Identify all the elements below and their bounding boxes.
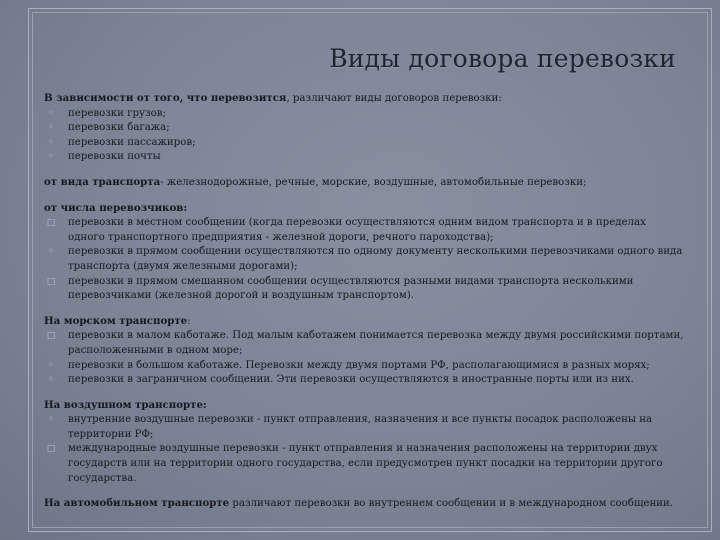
bullet-icon: ◦ [48,107,54,119]
bullet-icon: □ [46,276,56,287]
section-road-transport [44,496,684,512]
section-tail-text: , различают виды договоров перевозки: [286,93,502,104]
bullet-icon: ◦ [48,414,54,426]
bullet-icon: □ [46,218,56,229]
section-head-text: На автомобильном транспорте [44,497,230,510]
list-item [44,329,684,358]
list-item-text: перевозки пассажиров; [68,136,196,148]
section-tail-text: различают перевозки во внутреннем сообщении и в международном сообщении. [229,498,674,510]
section-tail-text: : [187,315,191,327]
list-item-text: перевозки в местном сообщении (когда перевозки осуществляются одним видом транспорта и в пределах одного транспортного предприятия - железной дороги, речного пароходства); [68,217,646,243]
list-item-text: внутренние воздушные перевозки - пункт отправления, назначения и все пункты посадок расположены на территории РФ; [68,414,653,440]
list-item [44,275,684,304]
bullet-list [44,413,684,486]
list-item [44,136,684,151]
bullet-icon: □ [46,331,56,342]
section-heading [44,201,684,217]
section-cargo-types [44,91,684,165]
section-heading [44,496,684,512]
list-item-text: перевозки в большом каботаже. Перевозки между двумя портами РФ, располагающимися в разных морях; [68,359,650,371]
section-heading [44,398,684,414]
section-heading [44,175,684,191]
bullet-icon: ◦ [48,122,54,134]
bullet-icon: ◦ [48,374,54,386]
bullet-icon: □ [46,444,56,455]
bullet-list [44,107,684,165]
list-item [44,107,684,122]
list-item [44,150,684,165]
bullet-icon: ◦ [48,246,54,258]
bullet-list [44,329,684,387]
list-item-text: перевозки багажа; [68,122,170,134]
section-heading [44,314,684,330]
bullet-icon: ◦ [48,359,54,371]
list-item [44,359,684,374]
list-item-text: перевозки в заграничном сообщении. Эти перевозки осуществляются в иностранные порты или из них. [68,374,634,386]
list-item [44,373,684,388]
list-item [44,121,684,136]
section-head-text: В зависимости от того, что перевозится [44,92,287,104]
section-head-text: от вида транспорта [44,175,161,188]
list-item [44,413,684,442]
list-item [44,245,684,274]
bullet-icon: ◦ [48,136,54,148]
section-sea-transport [44,314,684,388]
section-air-transport [44,398,684,487]
list-item-text: перевозки грузов; [68,107,166,119]
section-head-text: На воздушном транспорте: [44,398,207,411]
list-item-text: перевозки в прямом сообщении осуществляются по одному документу несколькими перевозчиками одного вида транспорта (двумя железными дорогами); [68,246,683,272]
list-item [44,216,684,245]
list-item [44,442,684,486]
slide-body [44,91,684,522]
section-head-text: от числа перевозчиков: [44,201,188,214]
list-item-text: перевозки почты [68,151,161,163]
section-transport-kind [44,175,684,191]
bullet-icon: ◦ [48,151,54,163]
section-tail-text: - железнодорожные, речные, морские, воздушные, автомобильные перевозки; [160,176,587,188]
section-heading [44,91,684,107]
bullet-list [44,216,684,304]
slide-title: Виды договора перевозки [329,44,676,73]
section-head-text: На морском транспорте [44,314,188,327]
list-item-text: перевозки в малом каботаже. Под малым каботажем понимается перевозка между двумя российскими портами, расположенными в одном море; [68,330,684,356]
list-item-text: международные воздушные перевозки - пункт отправления и назначения расположены на территории двух государств или на территории одного государства, если предусмотрен пункт посадки на территории другого государства. [68,443,663,484]
section-carrier-count [44,201,684,304]
list-item-text: перевозки в прямом смешанном сообщении осуществляются разными видами транспорта несколькими перевозчиками (железной дорогой и воздушным транспортом). [68,275,634,302]
